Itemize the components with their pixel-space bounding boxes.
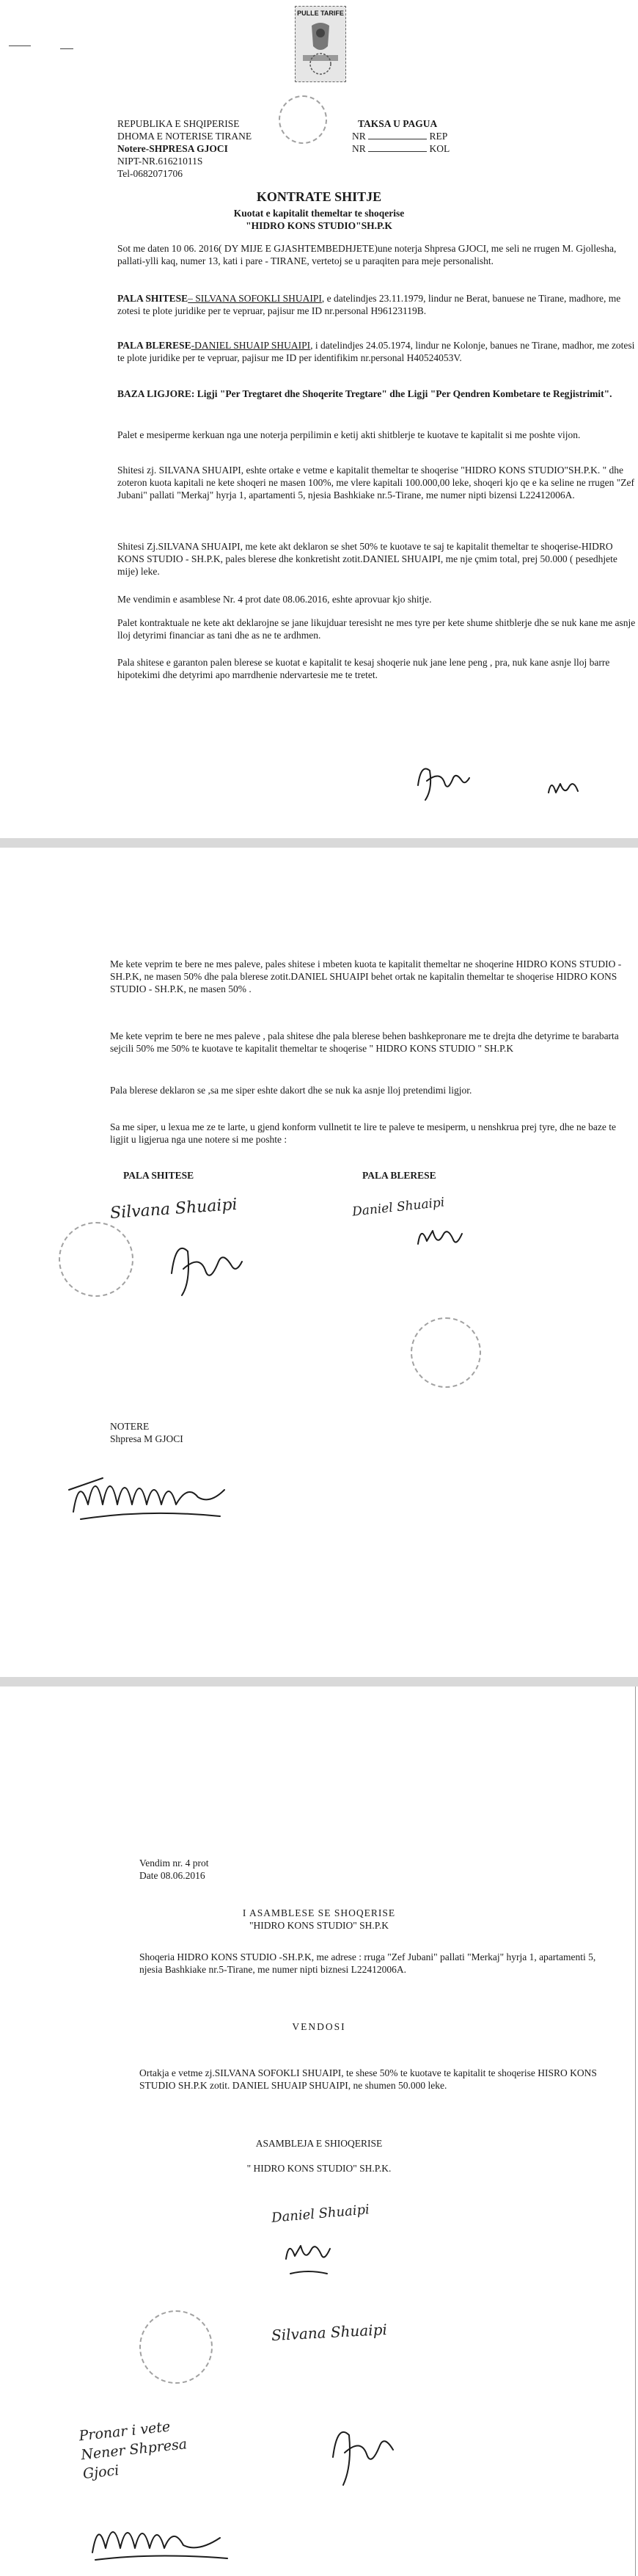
buyer-name: -DANIEL SHUAIP SHUAIPI [191,340,311,351]
legal-basis-text: Ligji "Per Tregtaret dhe Shoqerite Tregtare" dhe Ligji "Per Qendren Kombetare te Regjistrimit". [194,388,612,399]
kol-number-row [352,142,450,155]
company-details-paragraph: Shoqeria HIDRO KONS STUDIO -SH.P.K, me adrese : rruga "Zef Jubani" pallati "Merkaj" hyrja 1, apartamenti 5, njesia Bashkiake nr.5-Tirane, me numer nipti biznesi L22412006A. [139,1951,596,1975]
decision-reference: Vendim nr. 4 prot [139,1858,209,1869]
company-name: "HIDRO KONS STUDIO"SH.P.K [246,220,392,231]
settlement-paragraph: Palet kontraktuale ne kete akt deklarojne se jane likujduar teresisht ne mes tyre per kete shume shitblerje dhe se nuk kane me asnje lloj detyrimi financiar as tani dhe as ne te ardhmen. [117,617,636,641]
seller-signature [161,1229,249,1303]
seller-initials-signature [411,756,477,807]
rep-label: REP [429,131,448,142]
buyer-paragraph [117,339,638,364]
assembly-heading: I ASAMBLESE SE SHOQERISE [242,1907,396,1918]
document-page-3 [0,1687,638,2576]
notary-seal [411,1317,481,1388]
document-page-2 [0,848,638,1677]
seller-handwritten-name: Silvana Shuaipi [109,1195,238,1223]
guarantee-paragraph: Pala shitese e garanton palen blerese se kuotat e kapitalit te kesaj shoqerie nuk jane lene peng , pra, nuk kane asnje lloj barre hipotekimi dhe detyrimi apo marrdhenie ndervartesie me te tretet. [117,657,610,680]
assembly-signature-heading: ASAMBLEJA E SHIOQERISE [255,2138,383,2149]
intro-paragraph: Sot me daten 10 06. 2016( DY MIJE E GJASHTEMBEDHJETE)une noterja Shpresa GJOCI, me seli ne rrugen M. Gjollesha, pallati-ylli kaq, numer 13, kati i pare - TIRANE, vertetoj se u paraqiten para meje personalisht. [117,243,617,266]
ownership-result-paragraph: Me kete veprim te bere ne mes paleve, pales shitese i mbeten kuota te kapitalit themeltar ne shoqerine HIDRO KONS STUDIO -SH.P.K, ne masen 50% dhe pala blerese zotit.DANIEL SHUAIPI behet ortak ne kapitalin themeltar te shoqerise HIDRO KONS STUDIO - SH.P.K, ne masen 50% . [110,958,622,994]
resolution-paragraph: Ortakja e vetme zj.SILVANA SOFOKLI SHUAIPI, te shese 50% te kuotave te kapitalit te shoqerise HISRO KONS STUDIO SH.P.K zotit. DANIEL SHUAIP SHUAIPI, ne shumen 50.000 leke. [139,2067,597,2091]
notary-seal [279,95,327,144]
buyer-signature-label: PALA BLERESE [362,1170,436,1181]
nr-label: NR [352,143,366,154]
notary-name: Shpresa M GJOCI [110,1433,183,1444]
notary-handwritten-note: Pronar i vete Nener Shpresa Gjoci [78,2418,188,2483]
legal-basis-label: BAZA LIGJORE: [117,388,195,399]
legal-basis-paragraph [117,388,638,400]
header-line: Notere-SHPRESA GJOCI [117,143,228,154]
buyer-details: , i datelindjes 24.05.1974, lindur ne Kolonje, banues ne Tirane, madhor, me zotesi te plote juridike per te vepruar, pajisur me ID per identifikim nr.personal H40524053V. [117,340,635,363]
header-line: Tel-0682071706 [117,168,183,179]
buyer-label: PALA BLERESE [117,340,191,351]
header-line: NIPT-NR.61621011S [117,156,203,167]
notary-seal [59,1222,133,1297]
header-left [117,117,252,180]
coat-of-arms-icon [296,17,345,76]
silvana-signature [323,2413,403,2494]
assembly-company-name: " HIDRO KONS STUDIO" SH.P.K. [246,2163,392,2174]
share-ownership-paragraph: Shitesi zj. SILVANA SHUAIPI, eshte ortake e vetme e kapitalit themeltar te shoqerise "HIDRO KONS STUDIO"SH.P.K. " dhe zoteron kuota kapitali ne kete shoqeri ne masen 100%, me vlere kapitali 100.000,00 leke, shoqeri kjo qe e ka seline ne rrugen "Zef Jubani" pallati "Merkaj" hyrja 1, apartamenti 5, njesia Bashkiake nr.5-Tirane, me numer nipti bizensi L22412006A. [117,465,635,501]
document-page-1 [0,0,638,838]
document-title: KONTRATE SHITJE [256,189,382,204]
scan-mark [60,48,73,49]
decides-heading: VENDOSI [292,2021,346,2032]
seller-details: , e datelindjes 23.11.1979, lindur ne Berat, banuese ne Tirane, madhore, me zotesi te plote juridike per te vepruar, pajisur me ID nr.personal H96123119B. [117,293,621,316]
buyer-declaration-paragraph: Pala blerese deklaron se ,sa me siper eshte dakort dhe se nuk ka asnje lloj pretendimi ligjor. [110,1085,472,1096]
daniel-signature [279,2230,337,2281]
share-sale-paragraph: Shitesi Zj.SILVANA SHUAIPI, me kete akt deklaron se shet 50% te kuotave te saj te kapitalit themeltar te shoqerise-HIDRO KONS STUDIO - SH.P.K, pales blerese dhe konkretisht zotit.DANIEL SHUAIPI, me nje çmim total, prej 50.000 ( pesedhjete mije) leke. [117,541,617,577]
decision-date: Date 08.06.2016 [139,1870,205,1881]
company-heading: "HIDRO KONS STUDIO" SH.P.K [249,1920,389,1931]
notary-seal [139,2310,213,2384]
rep-number-row [352,130,447,142]
daniel-handwritten-name: Daniel Shuaipi [271,2202,370,2226]
buyer-handwritten-name: Daniel Shuaipi [351,1195,446,1220]
buyer-initials-signature [543,771,587,807]
parties-paragraph: Palet e mesiperme kerkuan nga une noterja perpilimin e ketij akti shitblerje te kuotave te kapitalit si me poshte vijon. [117,429,581,440]
reading-clause-paragraph: Sa me siper, u lexua me ze te larte, u gjend konform vullnetit te lire te paleve te mesiperm, u nenshkrua prej tyre, dhe ne baze te ligjit u ligjerua nga une notere si me poshte : [110,1121,616,1145]
co-ownership-paragraph: Me kete veprim te bere ne mes paleve , pala shitese dhe pala blerese behen bashkepronare me te drejta dhe detyrime te barabarta sejcili 50% me 50% te kuotave te kapitalit themeltar te shoqerise " HIDRO KONS STUDIO " SH.P.K [110,1030,619,1054]
document-subtitle: Kuotat e kapitalit themeltar te shoqerise [233,208,405,219]
tax-stamp [295,6,346,82]
silvana-handwritten-name: Silvana Shuaipi [271,2320,388,2345]
notary-signature [81,2501,242,2567]
seller-signature-label: PALA SHITESE [123,1170,194,1181]
notary-signature [59,1446,235,1534]
kol-label: KOL [429,143,450,154]
seller-label: PALA SHITESE [117,293,188,304]
seller-name: – SILVANA SOFOKLI SHUAIPI [188,293,322,304]
tax-paid-label: TAKSA U PAGUA [358,118,438,129]
header-line: REPUBLIKA E SHQIPERISE [117,118,240,129]
nr-label: NR [352,131,366,142]
buyer-signature [411,1215,469,1266]
seller-paragraph [117,292,638,317]
tax-stamp-label: PULLE TARIFE [297,10,344,17]
notary-label: NOTERE [110,1421,150,1432]
decision-paragraph: Me vendimin e asamblese Nr. 4 prot date 08.06.2016, eshte aprovuar kjo shitje. [117,594,432,605]
page-edge [635,1687,636,2576]
header-line: DHOMA E NOTERISE TIRANE [117,131,252,142]
